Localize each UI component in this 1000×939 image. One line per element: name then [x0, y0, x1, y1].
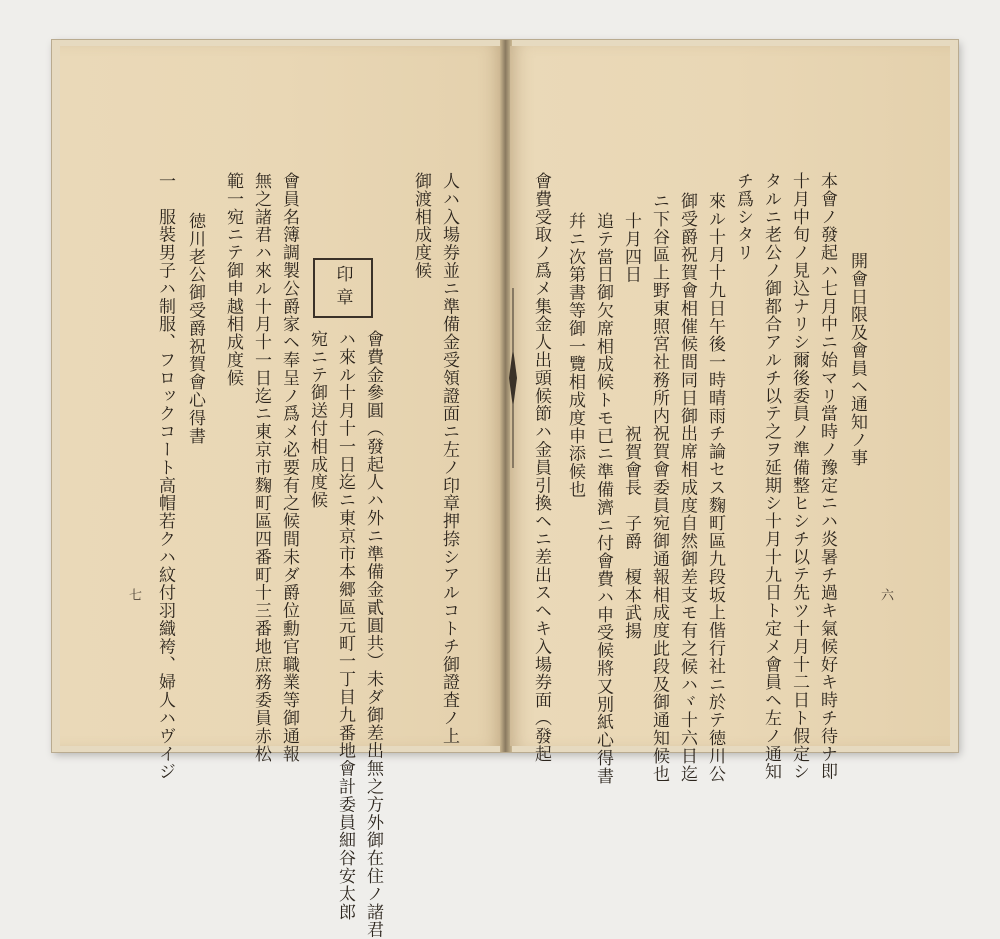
text-column: 御渡相成度候	[411, 172, 431, 280]
text-column: ハ來ル十月十一日迄ニ東京市本郷區元町一丁目九番地會計委員細谷安太郎	[335, 330, 355, 921]
guideline-heading: 徳川老公御受爵祝賀會心得書	[185, 212, 205, 445]
text-column: 會員名簿調製公爵家ヘ奉呈ノ爲メ必要有之候間未ダ爵位勳官職業等御通報	[279, 172, 299, 763]
postscript-column: 追テ當日御欠席相成候トモ已ニ準備濟ニ付會費ハ申受候將又別紙心得書	[593, 212, 613, 785]
text-column: 範一宛ニテ御申越相成度候	[223, 172, 243, 387]
seal-label: 印章	[332, 265, 353, 311]
section-heading: 開會日限及會員ヘ通知ノ事	[847, 252, 867, 467]
text-column: 無之諸君ハ來ル十月十一日迄ニ東京市麴町區四番町十三番地庶務委員赤松	[251, 172, 271, 763]
text-column: 會費金參圓（發起人ハ外ニ準備金貳圓共）未ダ御差出無之方外御在住ノ諸君	[363, 330, 383, 939]
notice-signature: 祝賀會長 子爵 榎本武揚	[621, 425, 641, 640]
page-number-left: 七	[126, 588, 141, 601]
seal-box	[313, 258, 373, 318]
text-column: 人ハ入場券並ニ準備金受領證面ニ左ノ印章押捺シアルコトチ御證査ノ上	[439, 172, 459, 745]
text-column: 本會ノ發起ハ七月中ニ始マリ當時ノ豫定ニハ炎暑チ過キ氣候好キ時チ待ナ即	[817, 172, 837, 781]
notice-column: 御受爵祝賀會相催候間同日御出席相成度自然御差支モ有之候ハヾ十六日迄	[677, 192, 697, 783]
notice-column: 來ル十月十九日午後一時晴雨チ論セス麴町區九段坂上偕行社ニ於テ徳川公	[705, 192, 725, 783]
notice-date: 十月四日	[621, 212, 641, 284]
text-column: タルニ老公ノ御都合アルチ以テ之ヲ延期シ十月十九日ト定メ會員ヘ左ノ通知	[761, 172, 781, 781]
ornamental-rule	[506, 288, 520, 468]
text-column: 一 服裝男子ハ制服、フロックコート高帽若クハ紋付羽織袴、婦人ハヴイジ	[155, 172, 175, 781]
text-column: チ爲シタリ	[733, 172, 753, 262]
text-column: 會費受取ノ爲メ集金人出頭候節ハ金員引換ヘニ差出スヘキ入場券面（發起	[531, 172, 551, 763]
notice-column: ニ下谷區上野東照宮社務所内祝賀會委員宛御通報相成度此段及御通知候也	[649, 192, 669, 783]
page-number-right: 六	[878, 588, 893, 601]
text-column: 宛ニテ御送付相成度候	[307, 330, 327, 509]
postscript-column: 幷ニ次第書等御一覽相成度申添候也	[565, 212, 585, 499]
text-column: 十月中旬ノ見込ナリシ爾後委員ノ準備整ヒシチ以テ先ツ十月十二日ト假定シ	[789, 172, 809, 781]
